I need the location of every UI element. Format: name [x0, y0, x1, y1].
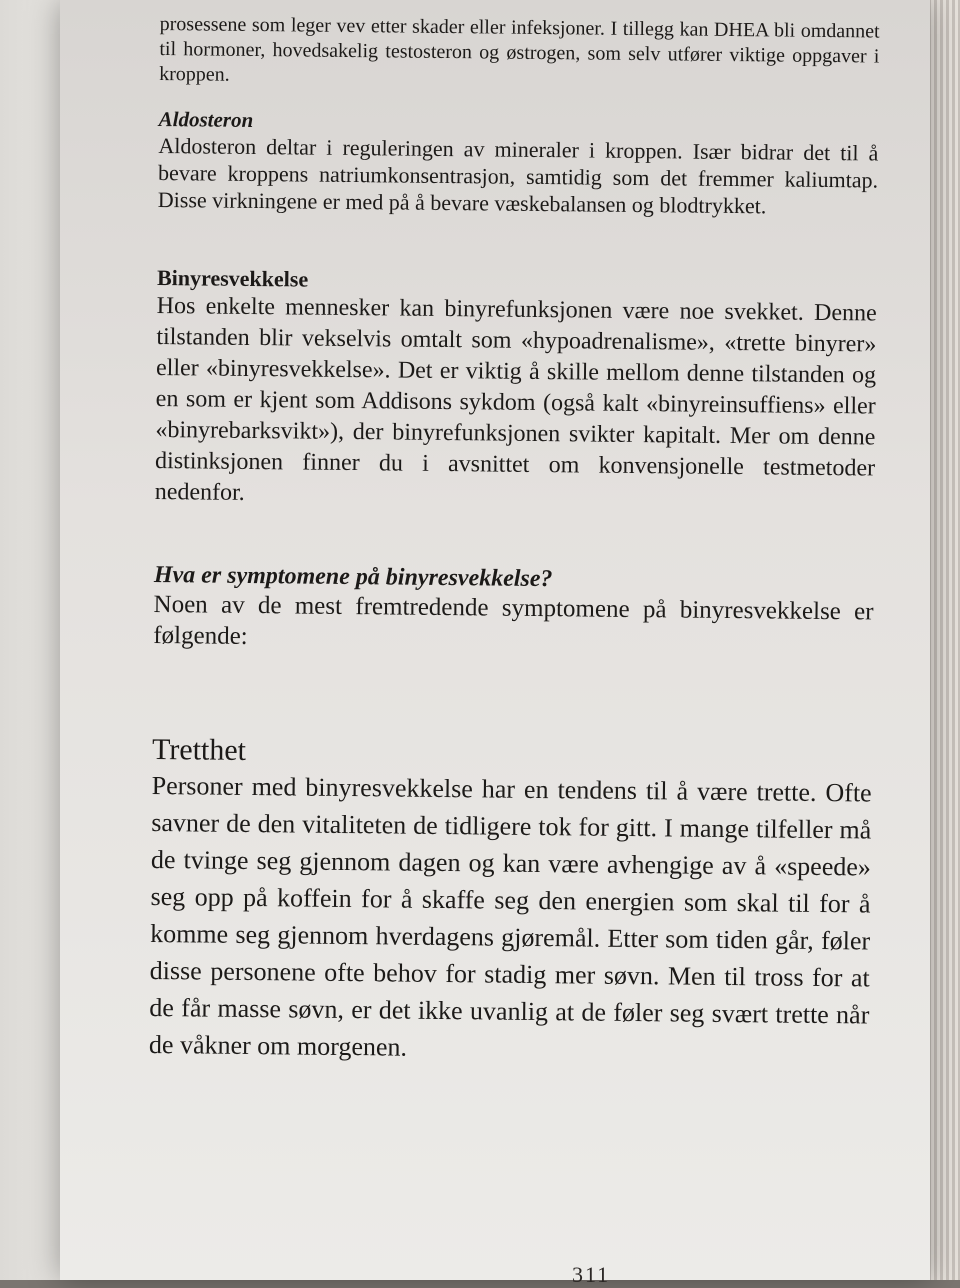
intro-paragraph: prosessene som leger vev etter skader eller infeksjoner. I tillegg kan DHEA bli omdannet til hormoner, hovedsakelig testosteron og østrogen, som selv utfører viktige oppgaver i kroppen.	[159, 12, 880, 86]
page-content	[149, 0, 880, 1070]
symptomer-heading: Hva er symptomene på binyresvekkelse?	[153, 561, 553, 593]
symptomer-text: Noen av de mest fremtredende symptomene på binyresvekkelse er følgende:	[153, 590, 874, 650]
tretthet-section	[149, 733, 872, 1071]
symptomer-section	[153, 562, 874, 659]
binyresvekkelse-section	[155, 265, 878, 516]
aldosteron-section	[158, 107, 879, 221]
aldosteron-heading: Aldosteron	[158, 106, 254, 132]
binyresvekkelse-text: Hos enkelte mennesker kan binyrefunksjonen være noe svekket. Denne tilstanden blir vekselvis omtalt som «hypoadrenalisme», «trette binyrer» eller «binyresvekkelse». Det er viktig å skille mellom denne tilstanden og en som er kjent som Addisons sykdom (også kalt «binyreinsuffiens» eller «binyrebarksvikt»), der binyrefunksjonen svikter kapitalt. Mer om denne distinksjonen finner du i avsnittet om konvensjonelle testmetoder nedenfor.	[154, 292, 877, 506]
aldosteron-text: Aldosteron deltar i reguleringen av mineraler i kroppen. Især bidrar det til å bevare kroppens natriumkonsentrasjon, samtidig som det fremmer kaliumtap. Disse virkningene er med på å bevare væskebalansen og blodtrykket.	[157, 132, 879, 219]
page-number: 311	[572, 1262, 611, 1287]
tretthet-heading: Tretthet	[151, 732, 247, 767]
binyresvekkelse-heading: Binyresvekkelse	[156, 264, 309, 292]
book-page	[60, 0, 930, 1287]
tretthet-text: Personer med binyresvekkelse har en tendens til å være trette. Ofte savner de den vitaliteten de tidligere tok for gitt. I mange tilfeller må de tvinge seg gjennom dagen og kan være avhengige av å «speede» seg opp på koffein for å skaffe seg den energien som skal til for å komme seg gjennom hverdagens gjøremål. Etter som tiden går, føler disse personene ofte behov for stadig mer søvn. Men til tross for at de får masse søvn, er det ikke uvanlig at de føler seg svært trette når de våkner om morgenen.	[148, 770, 872, 1062]
